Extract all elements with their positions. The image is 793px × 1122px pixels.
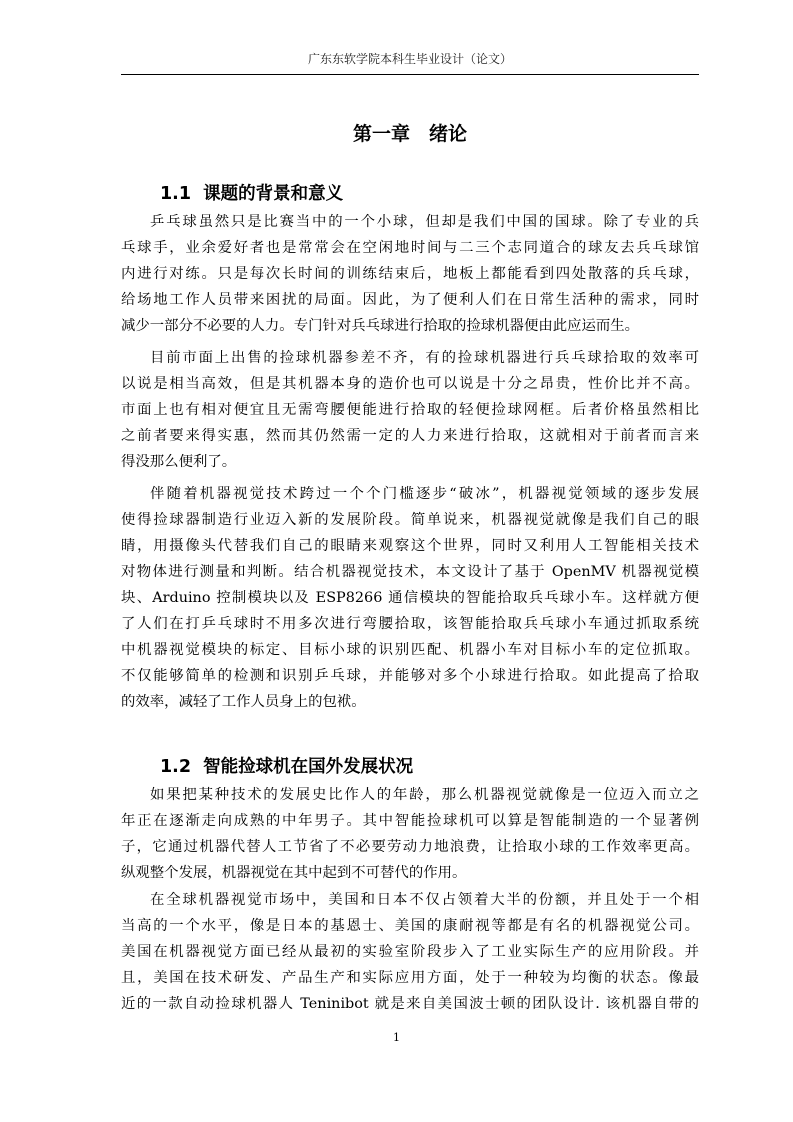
paragraph	[121, 887, 699, 1017]
text-line: 市面上也有相对便宜且无需弯腰便能进行拾取的轻便捡球网框。后者价格虽然相比	[121, 402, 699, 418]
paragraph	[121, 782, 699, 886]
text-line: 美国在机器视觉方面已经从最初的实验室阶段步入了工业实际生产的应用阶段。并	[121, 944, 699, 960]
text-line: 使得捡球器制造行业迈入新的发展阶段。简单说来，机器视觉就像是我们自己的眼	[121, 512, 699, 528]
text-line: 得没那么便利了。	[121, 454, 237, 470]
text-line: 对物体进行测量和判断。结合机器视觉技术，本文设计了基于 OpenMV 机器视觉模	[121, 564, 699, 580]
text-line: 乒乓球虽然只是比赛当中的一个小球，但却是我们中国的国球。除了专业的兵	[150, 214, 699, 230]
text-line: 乓球手，业余爱好者也是常常会在空闲地时间与二三个志同道合的球友去兵乓球馆	[121, 240, 699, 256]
text-line: 以说是相当高效，但是其机器本身的造价也可以说是十分之昂贵，性价比并不高。	[121, 376, 699, 392]
header-divider	[121, 74, 699, 75]
section-heading-1-1: 1.1 课题的背景和意义	[160, 184, 344, 204]
text-line: 近的一款自动捡球机器人 Teninibot 就是来自美国波士顿的团队设计. 该机器自带的	[121, 996, 699, 1012]
text-line: 伴随着机器视觉技术跨过一个个门槛逐步“破冰”，机器视觉领域的逐步发展	[150, 486, 699, 502]
page-number: 1	[393, 1031, 400, 1044]
text-line: 如果把某种技术的发展史比作人的年龄，那么机器视觉就像是一位迈入而立之	[150, 787, 699, 803]
text-line: 之前者要来得实惠，然而其仍然需一定的人力来进行拾取，这就相对于前者而言来	[121, 428, 699, 444]
paragraph	[121, 345, 699, 475]
text-line: 且，美国在技术研发、产品生产和实际应用方面，处于一种较为均衡的状态。像最	[121, 970, 699, 986]
chapter-title: 第一章 绪论	[352, 123, 467, 145]
running-header: 广东东软学院本科生毕业设计（论文）	[307, 52, 512, 66]
section-heading-1-2: 1.2 智能捡球机在国外发展状况	[160, 757, 414, 777]
text-line: 不仅能够简单的检测和识别乒乓球，并能够对多个小球进行拾取。如此提高了拾取	[121, 668, 699, 684]
text-line: 减少一部分不必要的人力。专门针对兵乓球进行拾取的捡球机器便由此应运而生。	[121, 318, 640, 334]
text-line: 当高的一个水平，像是日本的基恩士、美国的康耐视等都是有名的机器视觉公司。	[121, 918, 699, 934]
text-line: 纵观整个发展，机器视觉在其中起到不可替代的作用。	[121, 865, 467, 881]
paragraph	[121, 209, 699, 339]
text-line: 在全球机器视觉市场中，美国和日本不仅占领着大半的份额，并且处于一个相	[150, 892, 699, 908]
text-line: 内进行对练。只是每次长时间的训练结束后，地板上都能看到四处散落的兵乓球，	[121, 266, 699, 282]
paragraph	[121, 481, 699, 715]
text-line: 给场地工作人员带来困扰的局面。因此，为了便利人们在日常生活种的需求，同时	[121, 292, 699, 308]
text-line: 子，它通过机器代替人工节省了不必要劳动力地浪费，让拾取小球的工作效率更高。	[121, 839, 699, 855]
text-line: 中机器视觉模块的标定、目标小球的识别匹配、机器小车对目标小车的定位抓取。	[121, 642, 699, 658]
text-line: 睛，用摄像头代替我们自己的眼睛来观察这个世界，同时又利用人工智能相关技术	[121, 538, 699, 554]
text-line: 块、Arduino 控制模块以及 ESP8266 通信模块的智能拾取兵乓球小车。这样就方便	[121, 590, 699, 606]
text-line: 年正在逐渐走向成熟的中年男子。其中智能捡球机可以算是智能制造的一个显著例	[121, 813, 699, 829]
text-line: 的效率，减轻了工作人员身上的包袱。	[121, 694, 366, 710]
text-line: 了人们在打乒乓球时不用多次进行弯腰拾取，该智能拾取兵乓球小车通过抓取系统	[121, 616, 699, 632]
text-line: 目前市面上出售的捡球机器参差不齐，有的捡球机器进行兵乓球拾取的效率可	[150, 350, 699, 366]
